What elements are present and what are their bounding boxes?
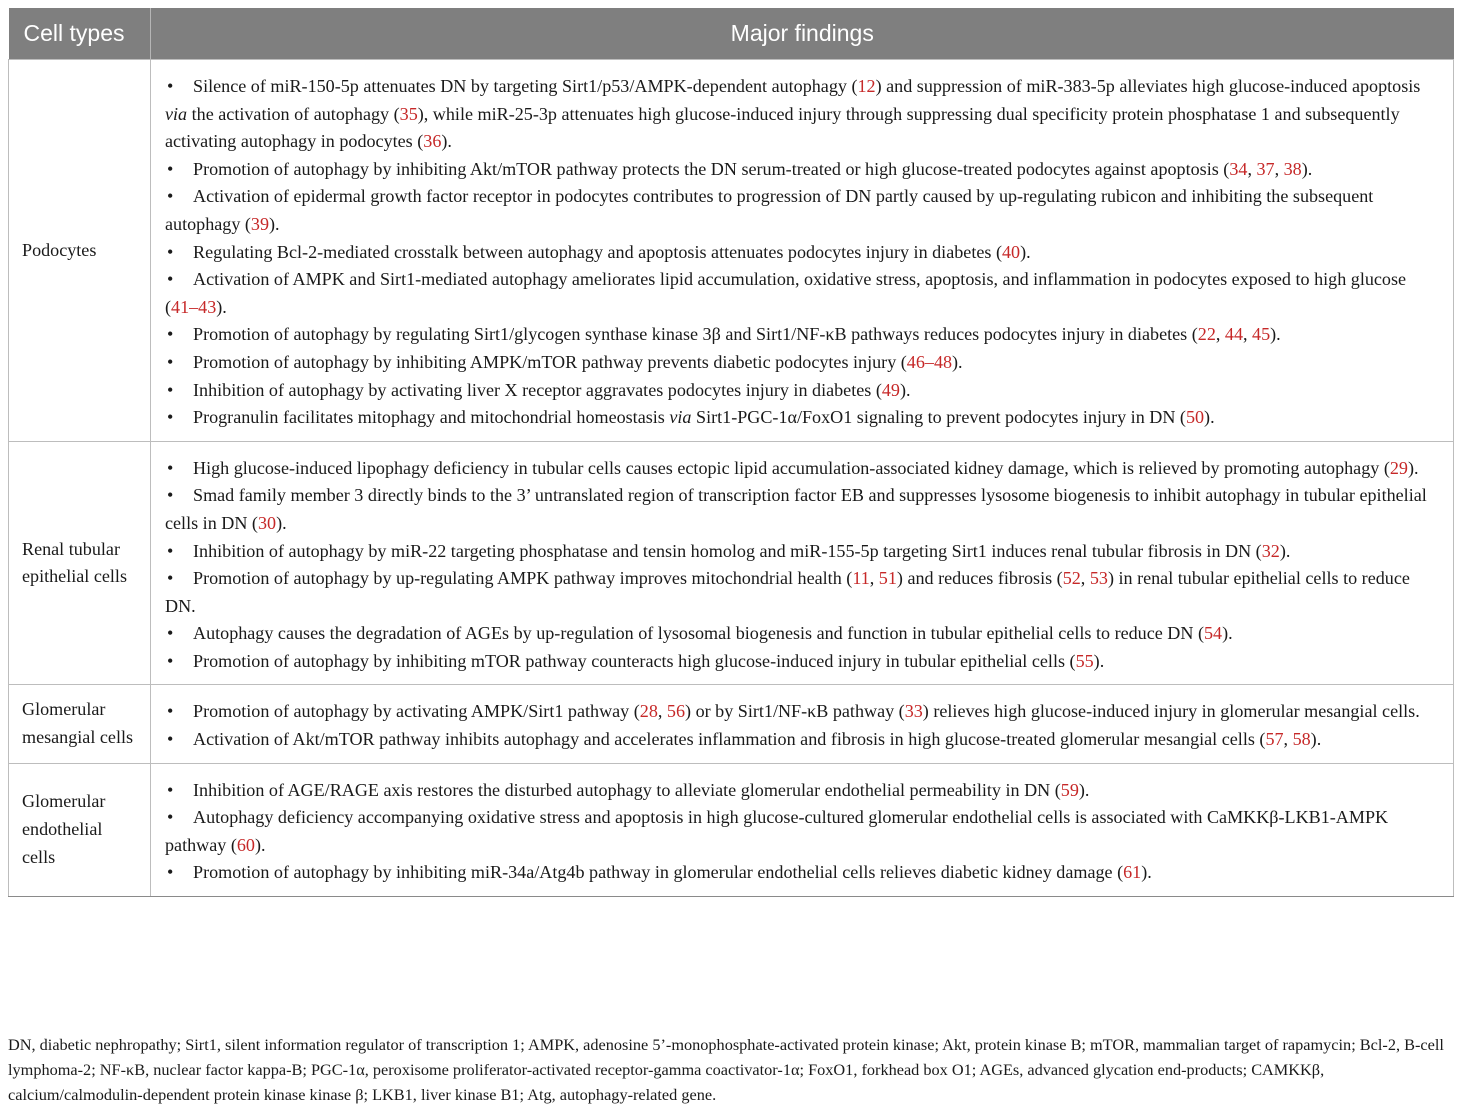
- finding-text: Autophagy causes the degradation of AGEs by up-regulation of lysosomal biogenesis and function in tubular epithelial cells to reduce DN (: [193, 623, 1204, 644]
- table-container: [8, 8, 1453, 897]
- finding-item: [165, 377, 1441, 405]
- reference-link[interactable]: 34: [1229, 158, 1248, 179]
- finding-text: ) and reduces fibrosis (: [896, 568, 1063, 589]
- reference-link[interactable]: 54: [1204, 623, 1223, 644]
- table-body: [9, 60, 1454, 897]
- table-row: [9, 685, 1454, 763]
- finding-text: Promotion of autophagy by inhibiting mTOR pathway counteracts high glucose-induced injury in tubular epithelial cells (: [193, 650, 1076, 671]
- reference-link[interactable]: 28: [639, 701, 658, 722]
- finding-text: ).: [1310, 729, 1322, 750]
- finding-item: [165, 349, 1441, 377]
- bullet-marker: •: [167, 407, 174, 428]
- finding-text: ,: [657, 701, 667, 722]
- reference-link[interactable]: 55: [1075, 650, 1094, 671]
- finding-text: ) or by Sirt1/NF-κB pathway (: [685, 701, 905, 722]
- reference-link[interactable]: 57: [1265, 729, 1284, 750]
- reference-link[interactable]: 40: [1001, 241, 1021, 262]
- finding-text: Autophagy deficiency accompanying oxidative stress and apoptosis in high glucose-cultured glomerular endothelial cells is associated with CaMKKβ-LKB1-AMPK pathway (: [165, 807, 1389, 855]
- table-header: [9, 8, 1454, 60]
- finding-text: ,: [1215, 324, 1225, 345]
- bullet-marker: •: [167, 269, 174, 290]
- finding-text: ), while miR-25-3p attenuates high glucose-induced injury through suppressing dual specificity protein phosphatase 1 and subsequently activating autophagy in podocytes (: [165, 103, 1400, 152]
- bullet-marker: •: [167, 701, 174, 722]
- reference-link[interactable]: 58: [1292, 729, 1311, 750]
- finding-item: [165, 156, 1441, 184]
- finding-item: [165, 404, 1441, 432]
- finding-text: Promotion of autophagy by activating AMPK/Sirt1 pathway (: [193, 701, 640, 722]
- reference-link[interactable]: 41–43: [171, 296, 217, 317]
- finding-text: ,: [1080, 568, 1090, 589]
- reference-link[interactable]: 46–48: [906, 351, 953, 372]
- finding-item: [165, 73, 1441, 156]
- finding-text: Inhibition of AGE/RAGE axis restores the disturbed autophagy to alleviate glomerular endothelial permeability in DN (: [193, 779, 1061, 800]
- bullet-marker: •: [167, 351, 174, 372]
- finding-text: Inhibition of autophagy by activating liver X receptor aggravates podocytes injury in diabetes (: [193, 379, 882, 400]
- finding-item: [165, 777, 1441, 805]
- reference-link[interactable]: 56: [666, 701, 686, 722]
- bullet-marker: •: [167, 241, 174, 262]
- finding-text: ) relieves high glucose-induced injury in glomerular mesangial cells.: [922, 701, 1420, 722]
- reference-link[interactable]: 29: [1389, 457, 1408, 478]
- finding-text: High glucose-induced lipophagy deficiency in tubular cells causes ectopic lipid accumulation-associated kidney damage, which is relieved by promoting autophagy (: [193, 457, 1390, 478]
- finding-text: ).: [952, 351, 963, 372]
- finding-text: ) and suppression of miR-383-5p alleviates high glucose-induced apoptosis: [875, 76, 1421, 96]
- finding-text: ).: [441, 131, 452, 152]
- findings-cell: [151, 763, 1454, 896]
- finding-text: Promotion of autophagy by inhibiting Akt/mTOR pathway protects the DN serum-treated or high glucose-treated podocytes against apoptosis (: [193, 158, 1230, 179]
- finding-text: ).: [1020, 241, 1031, 262]
- findings-cell: [151, 685, 1454, 763]
- reference-link[interactable]: 49: [881, 379, 900, 400]
- bullet-marker: •: [167, 158, 174, 179]
- cell-type: Renal tubular epithelial cells: [9, 441, 151, 685]
- finding-text: Progranulin facilitates mitophagy and mitochondrial homeostasis: [193, 407, 670, 428]
- finding-text: ,: [1247, 158, 1257, 179]
- bullet-marker: •: [167, 650, 174, 671]
- finding-item: [165, 538, 1441, 566]
- finding-text: Promotion of autophagy by inhibiting AMPK/mTOR pathway prevents diabetic podocytes injury (: [193, 351, 907, 372]
- finding-item: [165, 726, 1441, 754]
- reference-link[interactable]: 60: [236, 834, 255, 855]
- finding-text: ).: [216, 296, 227, 317]
- bullet-marker: •: [167, 807, 174, 828]
- findings-cell: [151, 60, 1454, 442]
- bullet-marker: •: [167, 485, 174, 506]
- finding-text: ).: [269, 213, 280, 234]
- reference-link[interactable]: 39: [250, 213, 270, 234]
- bullet-marker: •: [167, 540, 174, 561]
- reference-link[interactable]: 22: [1197, 324, 1216, 345]
- reference-link[interactable]: 45: [1252, 324, 1271, 345]
- finding-text: ).: [276, 512, 287, 533]
- reference-link[interactable]: 11: [852, 568, 870, 589]
- finding-text: Silence of miR-150-5p attenuates DN by targeting Sirt1/p53/AMPK-dependent autophagy (: [193, 76, 858, 96]
- finding-item: [165, 698, 1441, 726]
- bullet-marker: •: [167, 623, 174, 644]
- reference-link[interactable]: 50: [1185, 407, 1205, 428]
- reference-link[interactable]: 53: [1089, 568, 1108, 589]
- finding-item: [165, 455, 1441, 483]
- reference-link[interactable]: 59: [1060, 779, 1079, 800]
- reference-link[interactable]: 52: [1062, 568, 1081, 589]
- finding-item: [165, 648, 1441, 676]
- header-cell-types: Cell types: [9, 8, 151, 60]
- finding-text: the activation of autophagy (: [187, 103, 400, 124]
- bullet-marker: •: [167, 862, 174, 883]
- finding-text: Activation of AMPK and Sirt1-mediated autophagy ameliorates lipid accumulation, oxidative stress, apoptosis, and inflammation in podocytes exposed to high glucose (: [165, 269, 1407, 317]
- cell-type: Glomerular mesangial cells: [9, 685, 151, 763]
- finding-text: ,: [869, 568, 879, 589]
- finding-text: ).: [899, 379, 911, 400]
- finding-item: [165, 804, 1441, 859]
- findings-cell: [151, 441, 1454, 685]
- table-row: [9, 60, 1454, 442]
- finding-item: [165, 266, 1441, 321]
- finding-text: Regulating Bcl-2-mediated crosstalk between autophagy and apoptosis attenuates podocytes injury in diabetes (: [193, 241, 1002, 262]
- italic-text: via: [165, 103, 188, 124]
- reference-link[interactable]: 12: [857, 76, 876, 96]
- cell-type: Glomerular endothelial cells: [9, 763, 151, 896]
- finding-item: [165, 859, 1441, 887]
- reference-link[interactable]: 51: [878, 568, 897, 589]
- reference-link[interactable]: 35: [399, 103, 418, 124]
- finding-text: Sirt1-PGC-1α/FoxO1 signaling to prevent podocytes injury in DN (: [691, 407, 1186, 428]
- table-row: [9, 763, 1454, 896]
- finding-text: ).: [1301, 158, 1313, 179]
- bullet-marker: •: [167, 729, 174, 750]
- finding-text: Smad family member 3 directly binds to the 3’ untranslated region of transcription factor EB and suppresses lysosome biogenesis to inhibit autophagy in tubular epithelial cells in DN (: [165, 485, 1427, 533]
- bullet-marker: •: [167, 568, 174, 589]
- table-row: [9, 441, 1454, 685]
- cell-type: Podocytes: [9, 60, 151, 442]
- finding-text: Activation of epidermal growth factor receptor in podocytes contributes to progression of DN partly caused by up-regulating rubicon and inhibiting the subsequent autophagy (: [165, 186, 1374, 234]
- finding-item: [165, 482, 1441, 537]
- finding-item: [165, 620, 1441, 648]
- reference-link[interactable]: 32: [1261, 540, 1280, 561]
- findings-table: [8, 8, 1454, 897]
- finding-item: [165, 239, 1441, 267]
- finding-text: Promotion of autophagy by up-regulating AMPK pathway improves mitochondrial health (: [193, 568, 853, 589]
- finding-text: Promotion of autophagy by inhibiting miR-34a/Atg4b pathway in glomerular endothelial cells relieves diabetic kidney damage (: [193, 862, 1124, 883]
- reference-link[interactable]: 37: [1256, 158, 1275, 179]
- bullet-marker: •: [167, 186, 174, 207]
- finding-text: ).: [1093, 650, 1105, 671]
- finding-text: Inhibition of autophagy by miR-22 targeting phosphatase and tensin homolog and miR-155-5p targeting Sirt1 induces renal tubular fibrosis in DN (: [193, 540, 1262, 561]
- reference-link[interactable]: 44: [1224, 324, 1243, 345]
- reference-link[interactable]: 38: [1283, 158, 1302, 179]
- finding-text: ) in renal tubular epithelial cells to reduce DN.: [165, 568, 1410, 616]
- finding-text: ).: [1279, 540, 1291, 561]
- reference-link[interactable]: 30: [257, 512, 277, 533]
- bullet-marker: •: [167, 76, 174, 96]
- reference-link[interactable]: 61: [1123, 862, 1142, 883]
- bullet-marker: •: [167, 324, 174, 345]
- bullet-marker: •: [167, 379, 174, 400]
- finding-text: ,: [1274, 158, 1284, 179]
- header-major-findings: Major findings: [151, 8, 1454, 60]
- bullet-marker: •: [167, 457, 174, 478]
- finding-text: ).: [1204, 407, 1215, 428]
- finding-text: ).: [1222, 623, 1233, 644]
- finding-item: [165, 565, 1441, 620]
- finding-text: Promotion of autophagy by regulating Sirt1/glycogen synthase kinase 3β and Sirt1/NF-κB pathways reduces podocytes injury in diabetes (: [193, 324, 1198, 345]
- finding-text: ).: [254, 834, 266, 855]
- bullet-marker: •: [167, 779, 174, 800]
- finding-text: ).: [1141, 862, 1152, 883]
- italic-text: via: [669, 407, 692, 428]
- finding-text: ).: [1078, 779, 1090, 800]
- finding-item: [165, 183, 1441, 238]
- table-footnote: DN, diabetic nephropathy; Sirt1, silent information regulator of transcription 1; AMPK, adenosine 5’-monophosphate-activated protein kinase; Akt, protein kinase B; mTOR, mammalian target of rapamycin; Bcl-2, B-cell lymphoma-2; NF-κB, nuclear factor kappa-B; PGC-1α, peroxisome proliferator-activated receptor-gamma coactivator-1α; FoxO1, forkhead box O1; AGEs, advanced glycation end-products; CAMKKβ, calcium/calmodulin-dependent protein kinase kinase β; LKB1, liver kinase B1; Atg, autophagy-related gene.: [8, 1035, 1444, 1104]
- finding-text: ).: [1407, 457, 1419, 478]
- finding-text: ,: [1283, 729, 1293, 750]
- finding-text: ,: [1243, 324, 1253, 345]
- finding-text: Activation of Akt/mTOR pathway inhibits autophagy and accelerates inflammation and fibrosis in high glucose-treated glomerular mesangial cells (: [193, 729, 1266, 750]
- finding-item: [165, 321, 1441, 349]
- reference-link[interactable]: 36: [423, 131, 442, 152]
- finding-text: ).: [1270, 324, 1281, 345]
- reference-link[interactable]: 33: [904, 701, 923, 722]
